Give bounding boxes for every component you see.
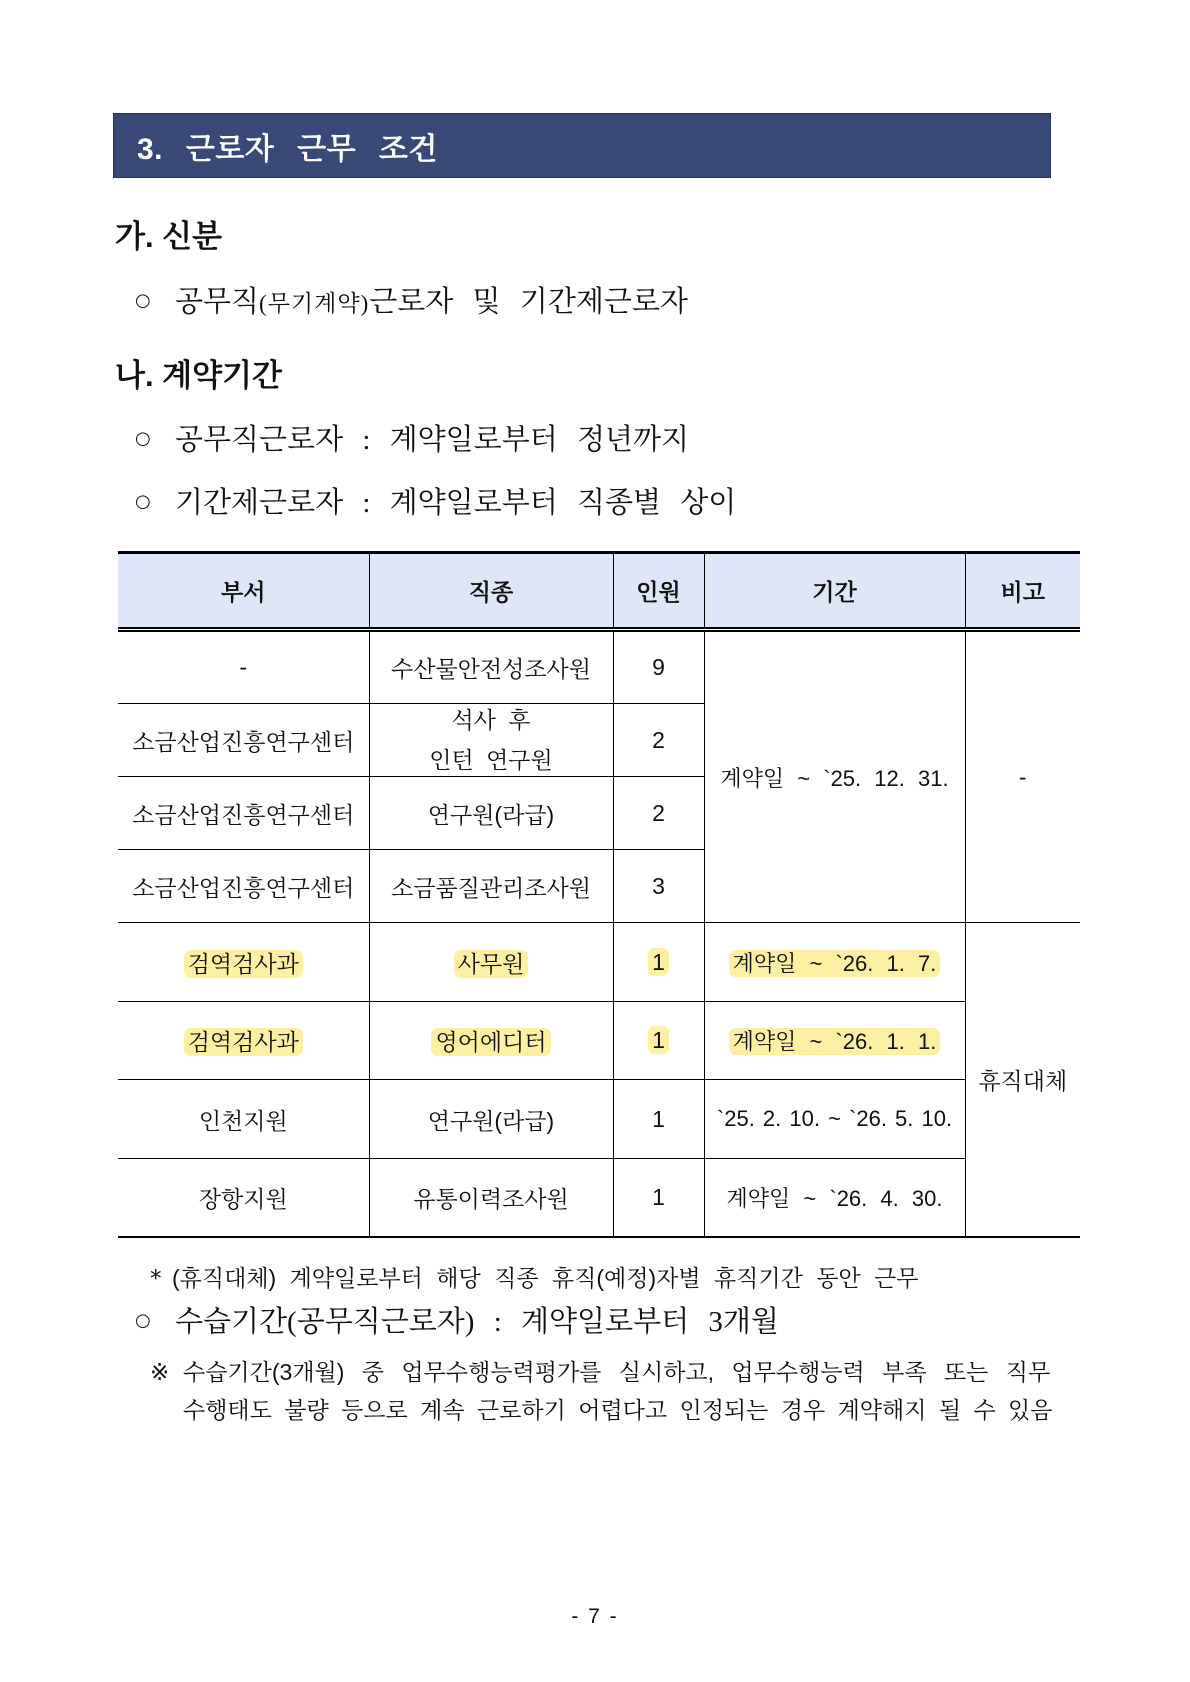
headcount-text: 1 [648, 1026, 669, 1054]
cell-period [704, 1159, 965, 1237]
period-text: 계약일 ~ `26. 1. 7. [729, 950, 941, 977]
cell-remark-merged: 휴직대체 [965, 923, 1080, 1237]
page-number: - 7 - [571, 1605, 619, 1628]
status-text-note: (무기계약) [259, 291, 370, 316]
headcount-text: 1 [652, 1105, 665, 1132]
cell-headcount [613, 1159, 704, 1237]
cell-period [704, 1080, 965, 1159]
job-text: 사무원 [454, 950, 529, 978]
table-row [118, 1080, 1080, 1159]
subheading-status: 가. 신분 [115, 219, 223, 254]
notice-text: 수행태도 불량 등으로 계속 근로하기 어렵다고 인정되는 경우 계약해지 될 수 있음 [183, 1397, 1053, 1423]
table-header-row [118, 553, 1080, 630]
asterisk-marker: * [150, 1266, 162, 1292]
notice-text: 수습기간(3개월) 중 업무수행능력평가를 실시하고, 업무수행능력 부족 또는 직무 [183, 1359, 1051, 1385]
job-line: 인턴 연구원 [429, 747, 553, 773]
cell-job: 연구원(라급) [369, 777, 613, 850]
cell-department [118, 923, 369, 1002]
job-lines [370, 704, 613, 777]
notice-line [150, 1355, 1050, 1389]
cell-headcount [613, 923, 704, 1002]
department-text: 검역검사과 [184, 950, 303, 978]
period-text: 계약일 ~ `26. 1. 1. [729, 1028, 941, 1055]
footnote-text: (휴직대체) 계약일로부터 해당 직종 휴직(예정)자별 휴직기간 동안 근무 [172, 1265, 919, 1291]
cell-headcount: 2 [613, 777, 704, 850]
cell-headcount: 2 [613, 704, 704, 777]
table-row [118, 1159, 1080, 1237]
cell-headcount: 9 [613, 630, 704, 704]
status-text-main: 공무직 [175, 286, 260, 318]
job-text: 연구원(라급) [427, 1107, 555, 1134]
table-row [118, 630, 1080, 704]
cell-department [118, 1080, 369, 1159]
contract-item-text: 기간제근로자 : 계약일로부터 직종별 상이 [175, 487, 737, 519]
job-text: 유통이력조사원 [413, 1185, 569, 1212]
header-department: 부서 [118, 553, 369, 630]
period-text: 계약일 ~ `26. 4. 30. [726, 1185, 943, 1211]
circle-bullet: ○ [135, 428, 151, 449]
job-text: 영어에디터 [431, 1028, 550, 1056]
headcount-text: 1 [648, 948, 669, 976]
cell-job [369, 1080, 613, 1159]
cell-period [704, 1002, 965, 1080]
subheading-contract-period: 나. 계약기간 [115, 358, 282, 393]
cell-headcount: 3 [613, 850, 704, 923]
cell-department: 소금산업진흥연구센터 [118, 850, 369, 923]
cell-department [118, 1159, 369, 1237]
department-text: 인천지원 [198, 1107, 288, 1134]
cell-department: 소금산업진흥연구센터 [118, 704, 369, 777]
cell-job [369, 1002, 613, 1080]
period-text: `25. 2. 10. ~ `26. 5. 10. [716, 1106, 953, 1131]
department-text: 장항지원 [198, 1185, 288, 1212]
contract-item-text: 공무직근로자 : 계약일로부터 정년까지 [175, 424, 690, 456]
header-remark: 비고 [965, 553, 1080, 630]
cell-period [704, 923, 965, 1002]
job-line: 석사 후 [451, 707, 531, 733]
header-job: 직종 [369, 553, 613, 630]
cell-job: 수산물안전성조사원 [369, 630, 613, 704]
cell-job [369, 1159, 613, 1237]
table-row [118, 923, 1080, 1002]
circle-bullet: ○ [135, 491, 151, 512]
cell-period-merged: 계약일 ~ `25. 12. 31. [704, 630, 965, 923]
notice-line [183, 1393, 1053, 1427]
cell-headcount [613, 1080, 704, 1159]
position-table [118, 551, 1080, 1238]
section-title: 3. 근로자 근무 조건 [137, 132, 438, 166]
cell-remark-merged: - [965, 630, 1080, 923]
cell-job [369, 923, 613, 1002]
probation-item [135, 1301, 779, 1341]
table-row [118, 1002, 1080, 1080]
section-title-bar [113, 113, 1051, 178]
header-headcount: 인원 [613, 553, 704, 630]
cell-department [118, 1002, 369, 1080]
header-period: 기간 [704, 553, 965, 630]
circle-bullet: ○ [135, 1310, 151, 1331]
status-item [135, 281, 688, 321]
cell-headcount [613, 1002, 704, 1080]
department-text: 검역검사과 [184, 1028, 303, 1056]
probation-text: 수습기간(공무직근로자) : 계약일로부터 3개월 [175, 1306, 779, 1338]
contract-item [135, 419, 689, 459]
table-footnote [150, 1262, 918, 1294]
contract-item [135, 482, 736, 522]
circle-bullet: ○ [135, 290, 151, 311]
cell-department: 소금산업진흥연구센터 [118, 777, 369, 850]
cell-job: 소금품질관리조사원 [369, 850, 613, 923]
status-text-rest: 근로자 및 기간제근로자 [369, 286, 688, 318]
headcount-text: 1 [652, 1183, 665, 1210]
cell-department: - [118, 630, 369, 704]
reference-mark: ※ [150, 1360, 170, 1386]
cell-job [369, 704, 613, 777]
